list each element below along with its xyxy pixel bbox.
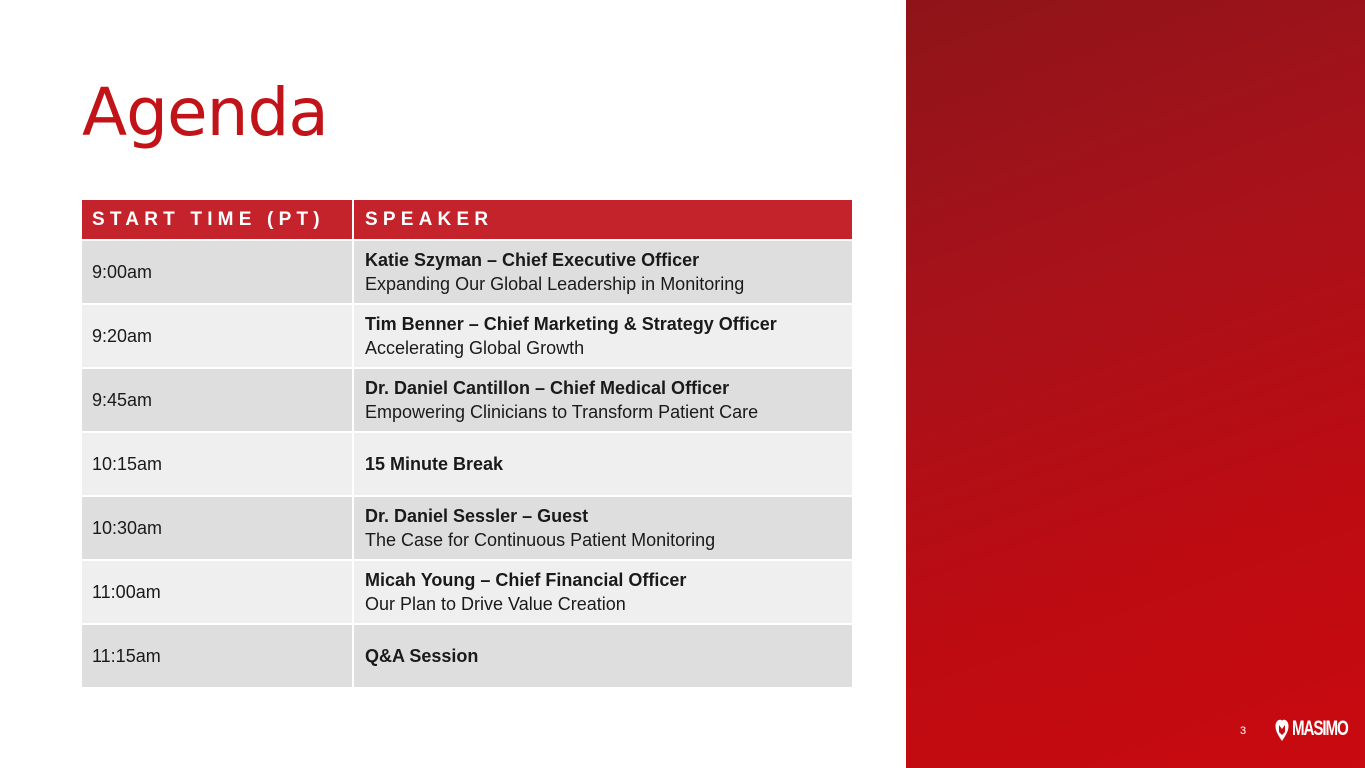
start-time: 11:00am	[92, 581, 161, 602]
start-time: 9:00am	[92, 261, 153, 282]
table-row	[82, 303, 852, 367]
header-start-time	[82, 200, 354, 239]
table-row	[82, 431, 852, 495]
start-time: 11:15am	[92, 645, 161, 666]
page-number: 3	[1240, 725, 1247, 737]
speaker-topic: Accelerating Global Growth	[365, 338, 585, 358]
table-header-row	[82, 200, 852, 239]
time-cell	[82, 497, 354, 559]
table-row	[82, 623, 852, 687]
masimo-wordmark: MASIMO	[1292, 717, 1348, 740]
speaker-cell	[354, 497, 852, 559]
speaker-name: Dr. Daniel Sessler – Guest	[365, 506, 589, 526]
time-cell	[82, 433, 354, 495]
speaker-topic: The Case for Continuous Patient Monitoring	[365, 530, 716, 550]
time-cell	[82, 625, 354, 687]
speaker-topic: Empowering Clinicians to Transform Patient Care	[365, 402, 759, 422]
table-row	[82, 495, 852, 559]
header-speaker-label: SPEAKER	[365, 208, 494, 230]
time-cell	[82, 369, 354, 431]
speaker-name: Katie Szyman – Chief Executive Officer	[365, 250, 700, 270]
speaker-cell	[354, 625, 852, 687]
speaker-name: Q&A Session	[365, 646, 479, 666]
speaker-topic: Our Plan to Drive Value Creation	[365, 594, 626, 614]
start-time: 9:45am	[92, 389, 153, 410]
agenda-table	[82, 200, 852, 687]
start-time: 10:15am	[92, 453, 163, 474]
masimo-heart-icon	[1275, 716, 1289, 742]
table-row	[82, 559, 852, 623]
speaker-cell	[354, 305, 852, 367]
start-time: 9:20am	[92, 325, 153, 346]
speaker-cell	[354, 369, 852, 431]
table-row	[82, 367, 852, 431]
page-title: Agenda	[82, 74, 328, 151]
speaker-topic: Expanding Our Global Leadership in Monitoring	[365, 274, 745, 294]
speaker-cell	[354, 561, 852, 623]
start-time: 10:30am	[92, 517, 163, 538]
speaker-cell	[354, 433, 852, 495]
header-start-time-label: START TIME (PT)	[92, 208, 325, 230]
speaker-name: 15 Minute Break	[365, 454, 504, 474]
header-speaker	[354, 200, 852, 239]
red-side-panel	[906, 0, 1365, 768]
table-row	[82, 239, 852, 303]
time-cell	[82, 305, 354, 367]
speaker-name: Tim Benner – Chief Marketing & Strategy Officer	[365, 314, 777, 334]
speaker-cell	[354, 241, 852, 303]
speaker-name: Micah Young – Chief Financial Officer	[365, 570, 687, 590]
time-cell	[82, 561, 354, 623]
speaker-name: Dr. Daniel Cantillon – Chief Medical Officer	[365, 378, 730, 398]
masimo-logo	[1275, 716, 1365, 742]
time-cell	[82, 241, 354, 303]
